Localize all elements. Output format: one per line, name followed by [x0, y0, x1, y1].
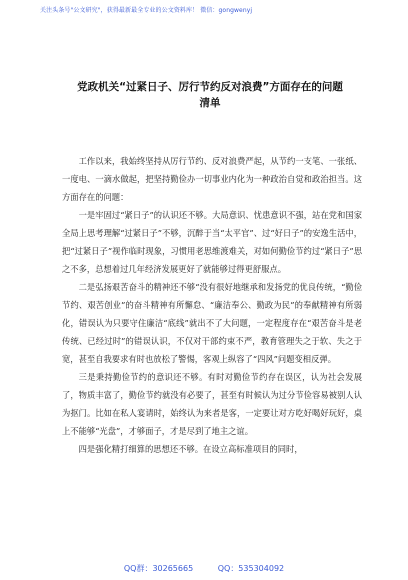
paragraph-point-3: 三是秉持勤俭节约的意识还不够。有时对勤俭节约存在误区，认为社会发展了，物质丰富了，勤俭节约就没有必要了，甚至有时候认为过分节俭容易被别人认为抠门。比如在私人宴请时，始终认为来者是客，一定要让对方吃好喝好玩好，桌上不能够“光盘”，才够面子，才是尽到了地主之谊。 [62, 372, 362, 436]
title-line-2: 清单 [199, 97, 221, 109]
document-body [62, 152, 362, 458]
footer-contact [0, 563, 408, 574]
paragraph-intro: 工作以来，我始终坚持从厉行节约、反对浪费严起，从节约一支笔、一张纸、一度电、一滴水做起，把坚持勤俭办一切事业内化为一种政治自觉和政治担当。这方面存在的问题： [62, 156, 362, 202]
footer-qq: QQ：535304092 [217, 564, 285, 573]
footer-qq-group: QQ群：30265665 [123, 564, 194, 573]
paragraph-point-2: 二是弘扬艰苦奋斗的精神还不够“没有很好地继承和发扬党的优良传统，“勤俭节约、艰苦创业”的奋斗精神有所懈怠、“廉洁奉公、勤政为民”的奉献精神有所弱化，错误认为只要守住廉洁“底线”就出不了大问题，一定程度存在“艰苦奋斗是老传统、已经过时”的错误认识，不仅对干部约束不严，教育管理失之于软、失之于宽，甚至自我要求有时也放松了警惕，客观上纵容了“四风”问题变相反弹。 [62, 282, 362, 364]
title-line-1: 党政机关“过紧日子、厉行节约反对浪费”方面存在的问题 [77, 81, 343, 93]
header-banner: 关注头条号"公文研究"，获得最新最全专业的公文资料库！ 微信：gongwenyj [40, 7, 253, 14]
paragraph-point-1: 一是牢固过“紧日子”的认识还不够。大局意识、忧患意识不强，站在党和国家全局上思考理解“过紧日子”不够，沉醉于当“太平官”、过“好日子”的安逸生活中，把“过紧日子”视作临时现象，习惯用老思维渡难关，对如何勤俭节约过“紧日子”思之不多，总想着过几年经济发展更好了就能够过得更舒服点。 [62, 210, 362, 274]
document-title [60, 79, 360, 111]
paragraph-point-4: 四是强化精打细算的思想还不够。在设立高标准项目的同时， [78, 444, 303, 454]
